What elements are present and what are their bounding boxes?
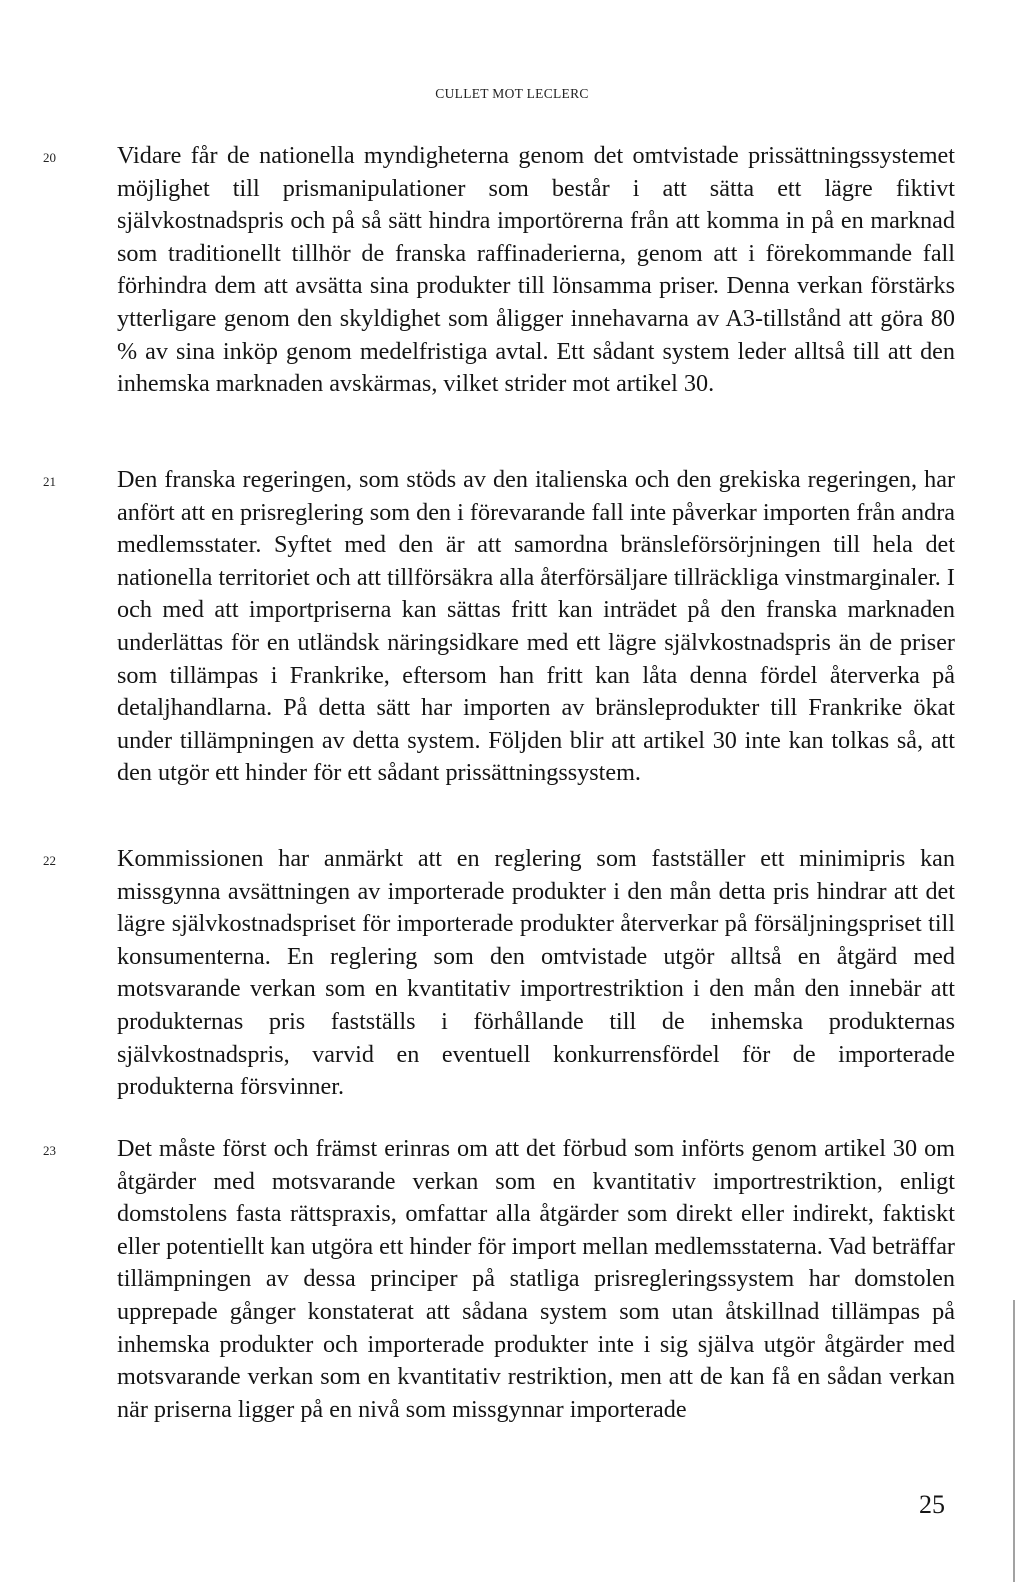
scan-edge-line	[1013, 1300, 1015, 1582]
running-header: CULLET MOT LECLERC	[435, 86, 589, 101]
paragraph-text: Det måste först och främst erinras om att det förbud som införts genom artikel 30 om åtgärder med motsvarande verkan som en kvantitativ importrestriktion, enligt domstolens fasta rättspraxis, omfattar alla åtgärder som direkt eller indirekt, faktiskt eller potentiellt kan utgöra ett hinder för import mellan medlemsstaterna. Vad beträffar tillämpningen av dessa principer på statliga prisregleringssystem har domstolen upprepade gånger konstaterat att sådana system som utan åtskillnad tillämpas på inhemska produkter och importerade produkter inte i sig själva utgör åtgärder med motsvarande verkan som en kvantitativ restriktion, men att de kan få en sådan verkan när priserna ligger på en nivå som missgynnar importerade	[117, 1135, 955, 1423]
paragraph-number: 22	[43, 853, 56, 868]
paragraph-number: 23	[43, 1143, 56, 1158]
paragraph-number: 21	[43, 474, 56, 489]
paragraph-text: Den franska regeringen, som stöds av den italienska och den grekiska regeringen, har anfört att en prisreglering som den i förevarande fall inte påverkar importen från andra medlemsstater. Syftet med den är att samordna bränsleförsörjningen till hela det nationella territoriet och att tillförsäkra alla återförsäljare tillräckliga vinstmarginaler. I och med att importpriserna kan sättas fritt kan inträdet på den franska marknaden underlättas för en utländsk näringsidkare med ett lägre självkostnadspris än de priser som tillämpas i Frankrike, eftersom han fritt kan låta denna fördel återverka på detaljhandlarna. På detta sätt har importen av bränsleprodukter till Frankrike ökat under tillämpningen av detta system. Följden blir att artikel 30 inte kan tolkas så, att den utgör ett hinder för ett sådant prissättningssystem.	[117, 466, 955, 787]
paragraph-text: Kommissionen har anmärkt att en reglering som fastställer ett minimipris kan missgynna avsättningen av importerade produkter i den mån detta pris hindrar att det lägre självkostnadspriset för importerade produkter återverkar på försäljningspriset till konsumenterna. En reglering som den omtvistade utgör alltså en åtgärd med motsvarande verkan som en kvantitativ importrestriktion i den mån den innebär att produkternas pris fastställs i förhållande till de inhemska produkternas självkostnadspris, varvid en eventuell konkurrensfördel för de importerade produkterna försvinner.	[117, 845, 955, 1101]
page-number: 25	[919, 1490, 945, 1519]
paragraph-text: Vidare får de nationella myndigheterna genom det omtvistade prissättningssystemet möjlighet till prismanipulationer som består i att sätta ett lägre fiktivt självkostnadspris och på så sätt hindra importörerna från att komma in på en marknad som traditionellt tillhör de franska raffinaderierna, genom att i förekommande fall förhindra dem att avsätta sina produkter till lönsamma priser. Denna verkan förstärks ytterligare genom den skyldighet som åligger innehavarna av A3-tillstånd att göra 80 % av sina inköp genom medelfristiga avtal. Ett sådant system leder alltså till att den inhemska marknaden avskärmas, vilket strider mot artikel 30.	[117, 142, 955, 398]
paragraph-number: 20	[43, 150, 56, 165]
